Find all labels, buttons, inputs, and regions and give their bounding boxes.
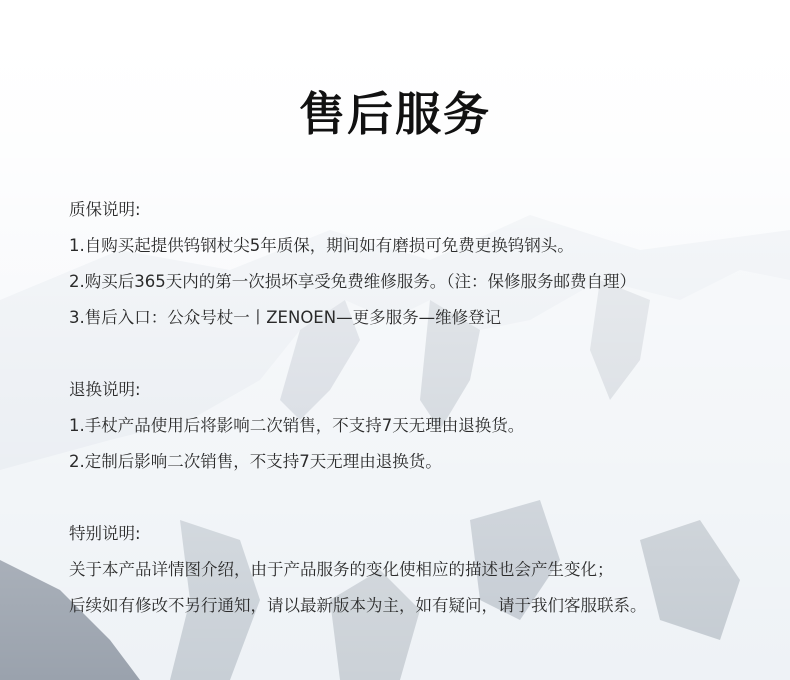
section-line: 2.购买后365天内的第一次损坏享受免费维修服务。（注：保修服务邮费自理） xyxy=(69,272,636,291)
section-line: 1.手杖产品使用后将影响二次销售，不支持7天无理由退换货。 xyxy=(69,416,525,435)
special-notice-section xyxy=(69,516,769,624)
section-line: 1.自购买起提供钨钢杖尖5年质保，期间如有磨损可免费更换钨钢头。 xyxy=(69,236,574,255)
section-line: 关于本产品详情图介绍，由于产品服务的变化使相应的描述也会产生变化； xyxy=(69,560,614,579)
section-heading: 特别说明: xyxy=(69,524,141,543)
section-line: 3.售后入口：公众号杖一丨ZENOEN—更多服务—维修登记 xyxy=(69,308,502,327)
page-title: 售后服务 xyxy=(299,87,491,141)
return-section xyxy=(69,372,769,480)
section-line: 后续如有修改不另行通知，请以最新版本为主，如有疑问，请于我们客服联系。 xyxy=(69,596,647,615)
section-heading: 质保说明: xyxy=(69,200,141,219)
content xyxy=(69,192,769,624)
warranty-section xyxy=(69,192,769,336)
section-heading: 退换说明: xyxy=(69,380,141,399)
section-line: 2.定制后影响二次销售，不支持7天无理由退换货。 xyxy=(69,452,442,471)
